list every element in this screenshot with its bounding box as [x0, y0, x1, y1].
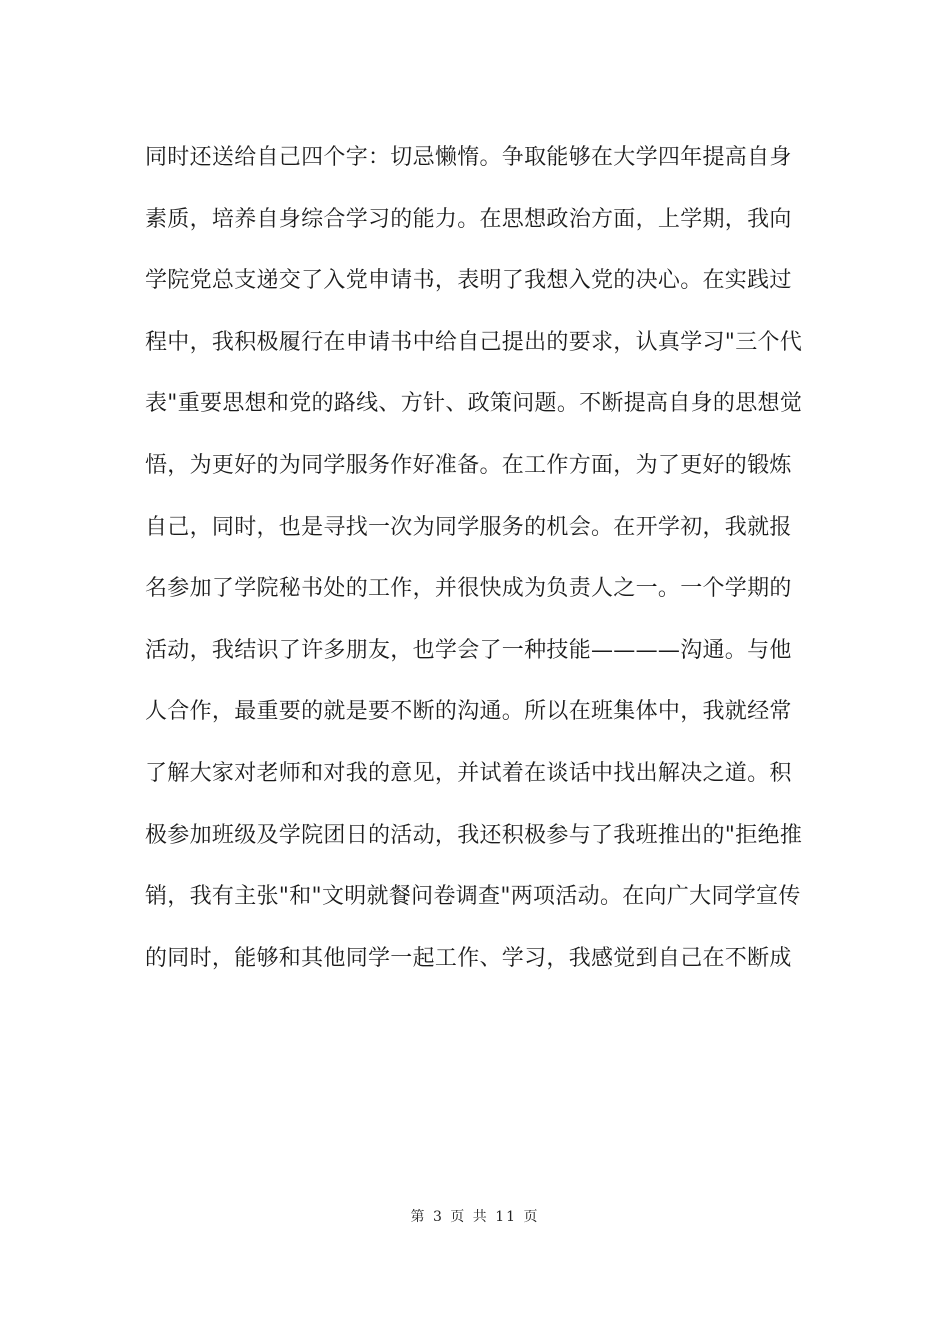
text-line: 人合作，最重要的就是要不断的沟通。所以在班集体中，我就经常 [145, 699, 792, 725]
text-line: 名参加了学院秘书处的工作，并很快成为负责人之一。一个学期的 [145, 576, 792, 602]
text-line: 极参加班级及学院团日的活动，我还积极参与了我班推出的"拒绝推 [145, 822, 803, 848]
text-line: 了解大家对老师和对我的意见，并试着在谈话中找出解决之道。积 [145, 760, 792, 786]
page-number-footer: 第 3 页 共 11 页 [410, 1209, 540, 1225]
text-line: 学院党总支递交了入党申请书，表明了我想入党的决心。在实践过 [145, 268, 792, 294]
text-line: 活动，我结识了许多朋友，也学会了一种技能————沟通。与他 [145, 637, 792, 663]
text-line: 自己，同时，也是寻找一次为同学服务的机会。在开学初，我就报 [145, 514, 792, 540]
text-line: 程中，我积极履行在申请书中给自己提出的要求，认真学习"三个代 [145, 329, 803, 355]
text-line: 表"重要思想和党的路线、方针、政策问题。不断提高自身的思想觉 [145, 391, 803, 417]
text-line: 销，我有主张"和"文明就餐问卷调查"两项活动。在向广大同学宣传 [145, 884, 801, 910]
text-line: 素质，培养自身综合学习的能力。在思想政治方面，上学期，我向 [145, 206, 792, 232]
body-text [145, 136, 815, 998]
text-line: 同时还送给自己四个字：切忌懒惰。争取能够在大学四年提高自身 [145, 145, 792, 170]
text-line: 的同时，能够和其他同学一起工作、学习，我感觉到自己在不断成 [145, 945, 792, 971]
text-line: 悟，为更好的为同学服务作好准备。在工作方面，为了更好的锻炼 [145, 452, 792, 478]
